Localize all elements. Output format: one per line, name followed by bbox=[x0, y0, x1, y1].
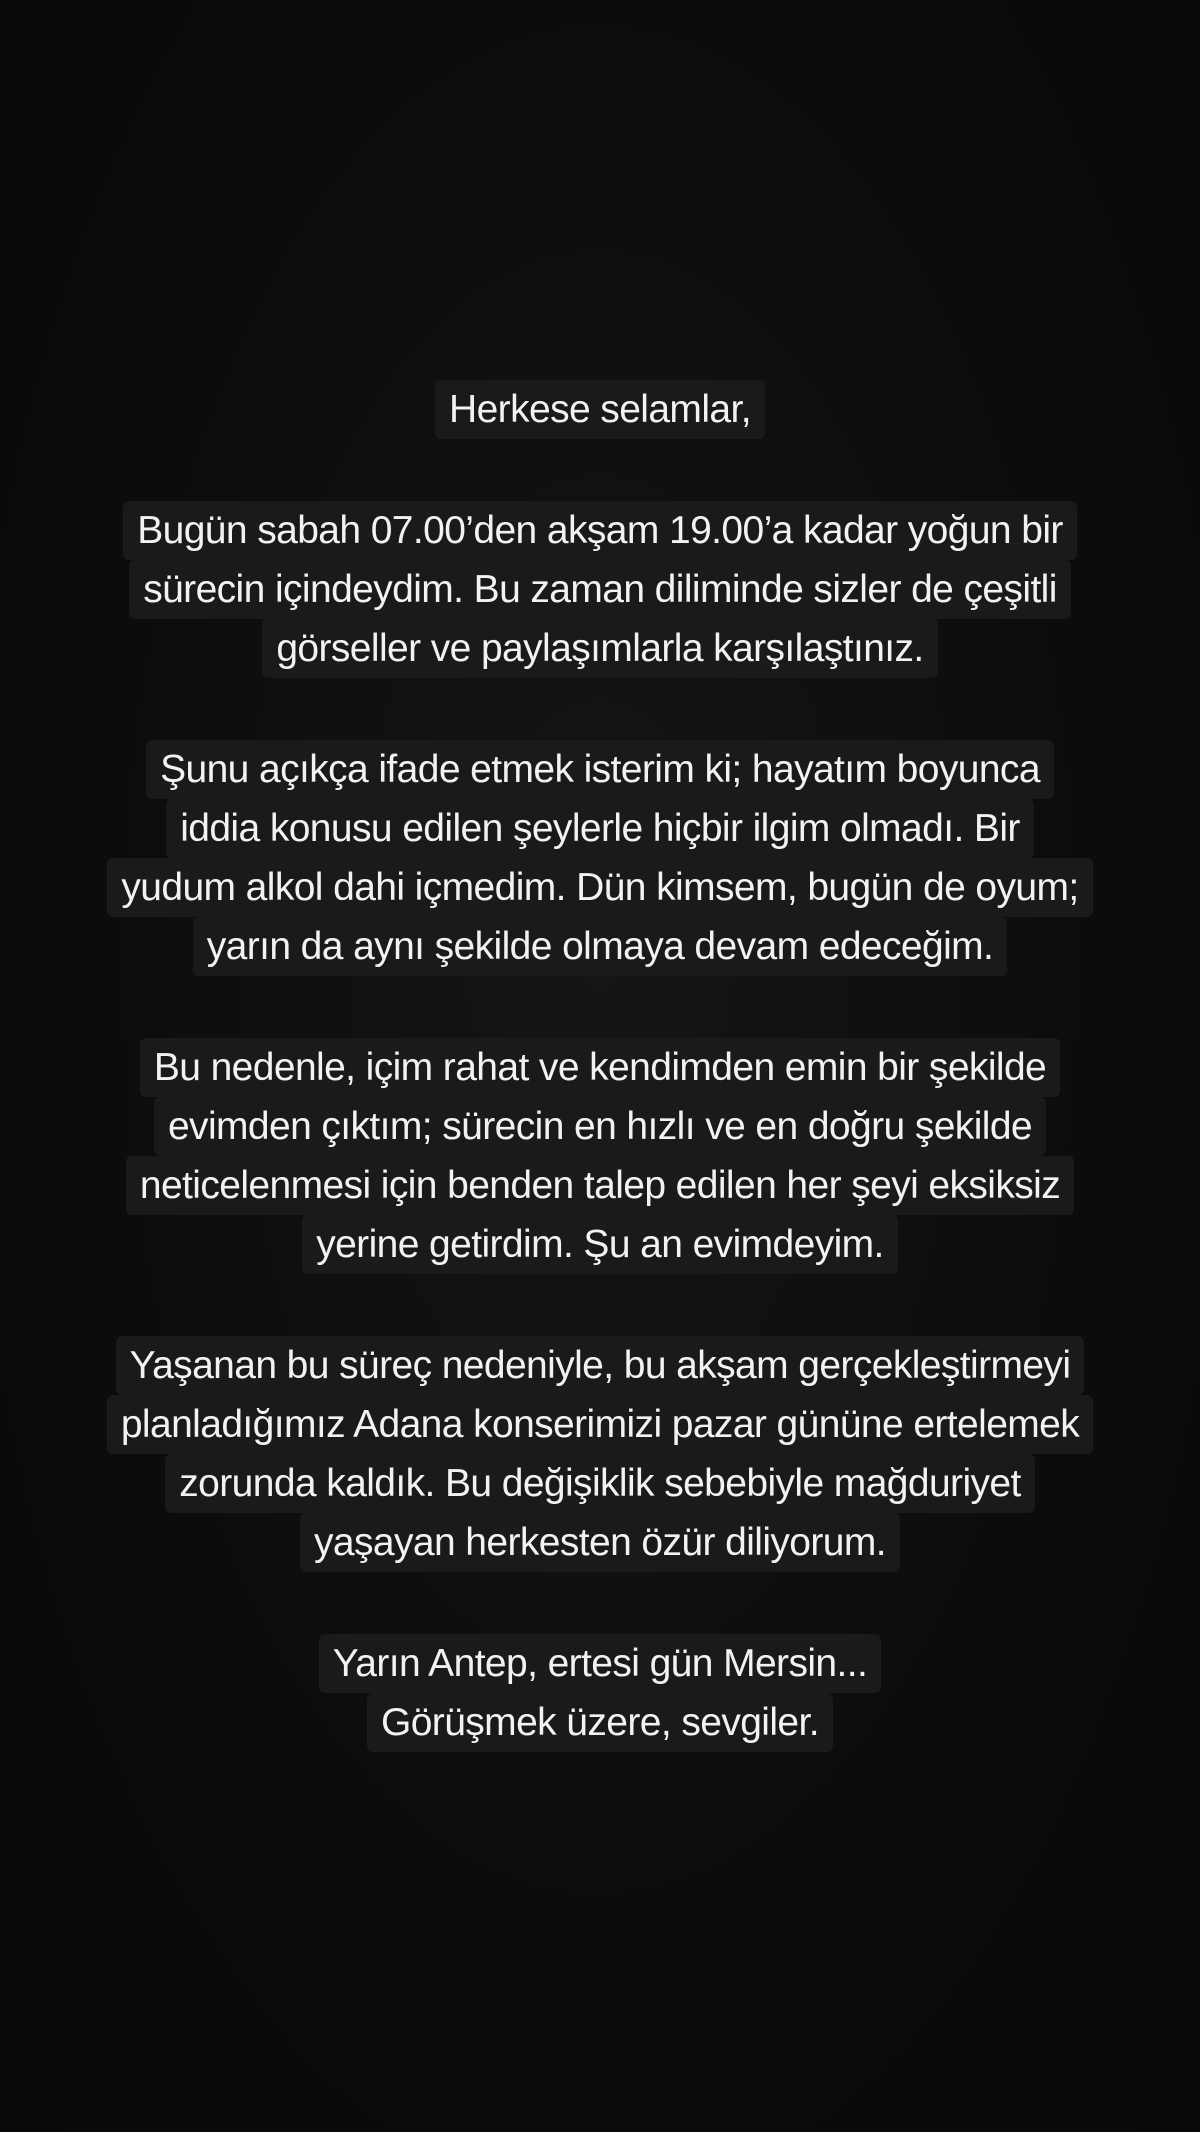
text-line: yarın da aynı şekilde olmaya devam edeceğim. bbox=[193, 917, 1008, 976]
text-line: neticelenmesi için benden talep edilen her şeyi eksiksiz bbox=[126, 1156, 1074, 1215]
paragraph-home bbox=[0, 1038, 1200, 1274]
text-line: sürecin içindeydim. Bu zaman diliminde sizler de çeşitli bbox=[129, 560, 1071, 619]
text-line: Yarın Antep, ertesi gün Mersin... bbox=[319, 1634, 881, 1693]
text-line: Bu nedenle, içim rahat ve kendimden emin bir şekilde bbox=[140, 1038, 1060, 1097]
text-line: yaşayan herkesten özür diliyorum. bbox=[300, 1513, 900, 1572]
paragraph-closing bbox=[0, 1634, 1200, 1752]
text-line: yudum alkol dahi içmedim. Dün kimsem, bugün de oyum; bbox=[107, 858, 1092, 917]
text-line: evimden çıktım; sürecin en hızlı ve en doğru şekilde bbox=[154, 1097, 1046, 1156]
text-line: Yaşanan bu süreç nedeniyle, bu akşam gerçekleştirmeyi bbox=[116, 1336, 1085, 1395]
paragraph-concert bbox=[0, 1336, 1200, 1572]
greeting-paragraph bbox=[0, 380, 1200, 439]
text-line: yerine getirdim. Şu an evimdeyim. bbox=[302, 1215, 898, 1274]
text-line: görseller ve paylaşımlarla karşılaştınız. bbox=[262, 619, 937, 678]
paragraph-statement bbox=[0, 740, 1200, 976]
text-line: planladığımız Adana konserimizi pazar gününe ertelemek bbox=[107, 1395, 1093, 1454]
text-line: iddia konusu edilen şeylerle hiçbir ilgim olmadı. Bir bbox=[166, 799, 1034, 858]
paragraph-process bbox=[0, 501, 1200, 678]
text-line: Şunu açıkça ifade etmek isterim ki; hayatım boyunca bbox=[146, 740, 1054, 799]
greeting-line: Herkese selamlar, bbox=[435, 380, 765, 439]
text-line: Görüşmek üzere, sevgiler. bbox=[367, 1693, 833, 1752]
text-line: Bugün sabah 07.00’den akşam 19.00’a kadar yoğun bir bbox=[123, 501, 1077, 560]
text-line: zorunda kaldık. Bu değişiklik sebebiyle mağduriyet bbox=[165, 1454, 1034, 1513]
story-text-block bbox=[0, 380, 1200, 1814]
